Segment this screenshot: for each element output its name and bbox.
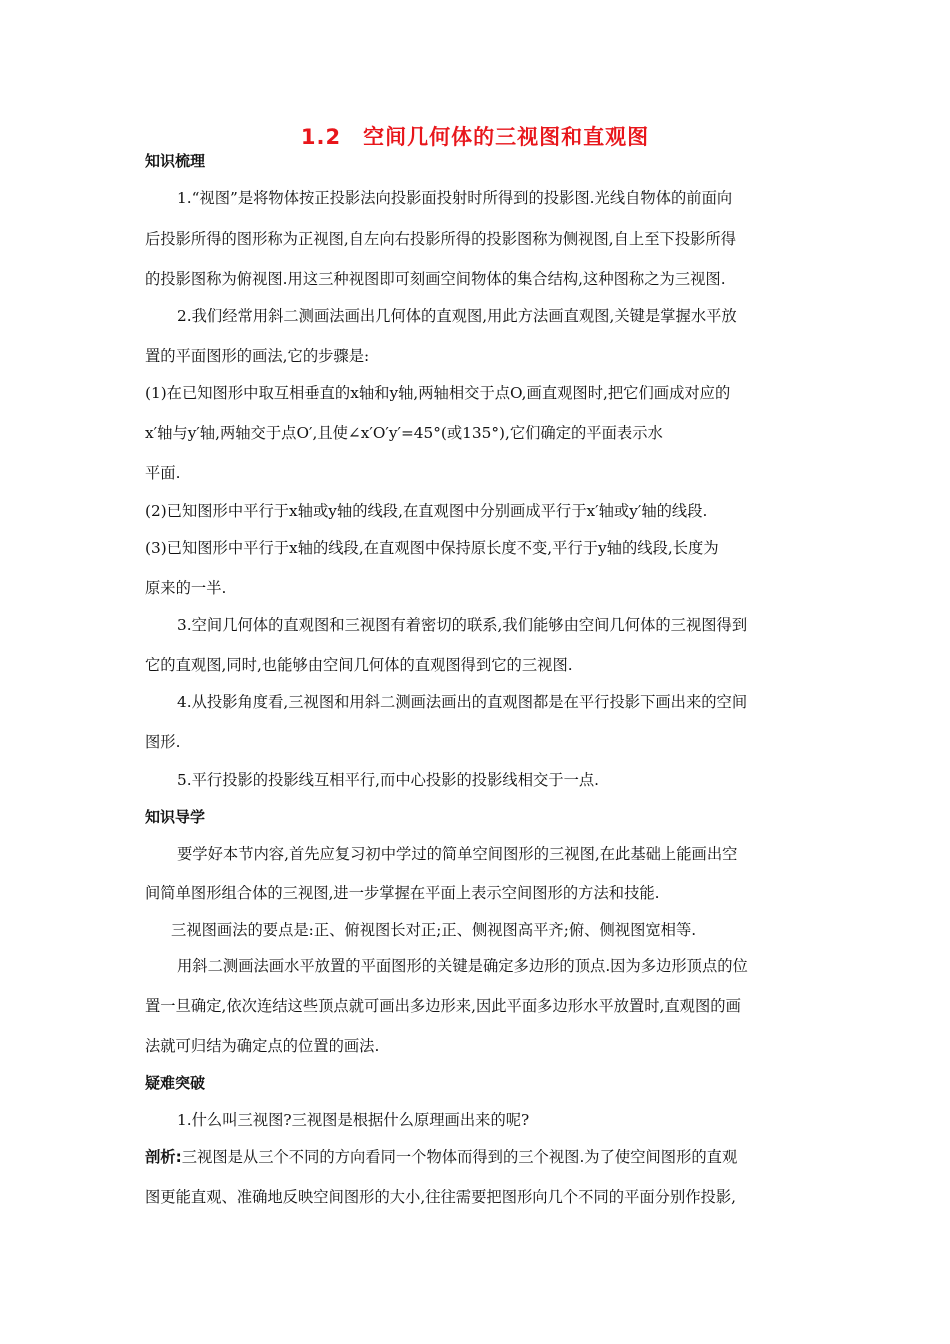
section-heading-knowledge-guide: 知识导学 <box>145 808 206 826</box>
analysis-line <box>145 1147 737 1167</box>
section-heading-difficulties: 疑难突破 <box>145 1074 206 1092</box>
paragraph-line: 平面. <box>145 464 181 482</box>
paragraph-line: 原来的一半. <box>145 579 227 597</box>
paragraph-line: 4.从投影角度看,三视图和用斜二测画法画出的直观图都是在平行投影下画出来的空间 <box>177 693 748 711</box>
paragraph-line: 它的直观图,同时,也能够由空间几何体的直观图得到它的三视图. <box>145 656 573 674</box>
paragraph-line: (2)已知图形中平行于x轴或y轴的线段,在直观图中分别画成平行于x′轴或y′轴的线段. <box>145 502 708 520</box>
paragraph-line: 图更能直观、准确地反映空间图形的大小,往往需要把图形向几个不同的平面分别作投影, <box>145 1188 737 1206</box>
paragraph-line: 2.我们经常用斜二测画法画出几何体的直观图,用此方法画直观图,关键是掌握水平放 <box>177 307 737 325</box>
paragraph-line: 的投影图称为俯视图.用这三种视图即可刻画空间物体的集合结构,这种图称之为三视图. <box>145 270 726 288</box>
paragraph-line: 置一旦确定,依次连结这些顶点就可画出多边形来,因此平面多边形水平放置时,直观图的画 <box>145 997 741 1015</box>
paragraph-line: 用斜二测画法画水平放置的平面图形的关键是确定多边形的顶点.因为多边形顶点的位 <box>177 957 748 975</box>
paragraph-line: 后投影所得的图形称为正视图,自左向右投影所得的投影图称为侧视图,自上至下投影所得 <box>145 230 737 248</box>
paragraph-line: x′轴与y′轴,两轴交于点O′,且使∠x′O′y′=45°(或135°),它们确定的平面表示水 <box>145 424 663 442</box>
section-heading-knowledge-review: 知识梳理 <box>145 152 206 170</box>
analysis-label: 剖析: <box>145 1148 182 1166</box>
paragraph-line: 间简单图形组合体的三视图,进一步掌握在平面上表示空间图形的方法和技能. <box>145 884 660 902</box>
paragraph-line: 图形. <box>145 733 181 751</box>
analysis-text: 三视图是从三个不同的方向看同一个物体而得到的三个视图.为了使空间图形的直观 <box>181 1148 738 1166</box>
paragraph-line: 5.平行投影的投影线互相平行,而中心投影的投影线相交于一点. <box>177 771 600 789</box>
paragraph-line: 置的平面图形的画法,它的步骤是: <box>145 347 370 365</box>
paragraph-line: 三视图画法的要点是:正、俯视图长对正;正、侧视图高平齐;俯、侧视图宽相等. <box>171 921 697 939</box>
paragraph-line: (3)已知图形中平行于x轴的线段,在直观图中保持原长度不变,平行于y轴的线段,长度为 <box>145 539 719 557</box>
page-title: 1.2 空间几何体的三视图和直观图 <box>300 125 650 149</box>
paragraph-line: (1)在已知图形中取互相垂直的x轴和y轴,两轴相交于点O,画直观图时,把它们画成对应的 <box>145 384 731 402</box>
paragraph-line: 3.空间几何体的直观图和三视图有着密切的联系,我们能够由空间几何体的三视图得到 <box>177 616 748 634</box>
paragraph-line: 1.什么叫三视图?三视图是根据什么原理画出来的呢? <box>177 1111 530 1129</box>
paragraph-line: 法就可归结为确定点的位置的画法. <box>145 1037 380 1055</box>
paragraph-line: 1.“视图”是将物体按正投影法向投影面投射时所得到的投影图.光线自物体的前面向 <box>177 189 733 207</box>
paragraph-line: 要学好本节内容,首先应复习初中学过的简单空间图形的三视图,在此基础上能画出空 <box>177 845 738 863</box>
